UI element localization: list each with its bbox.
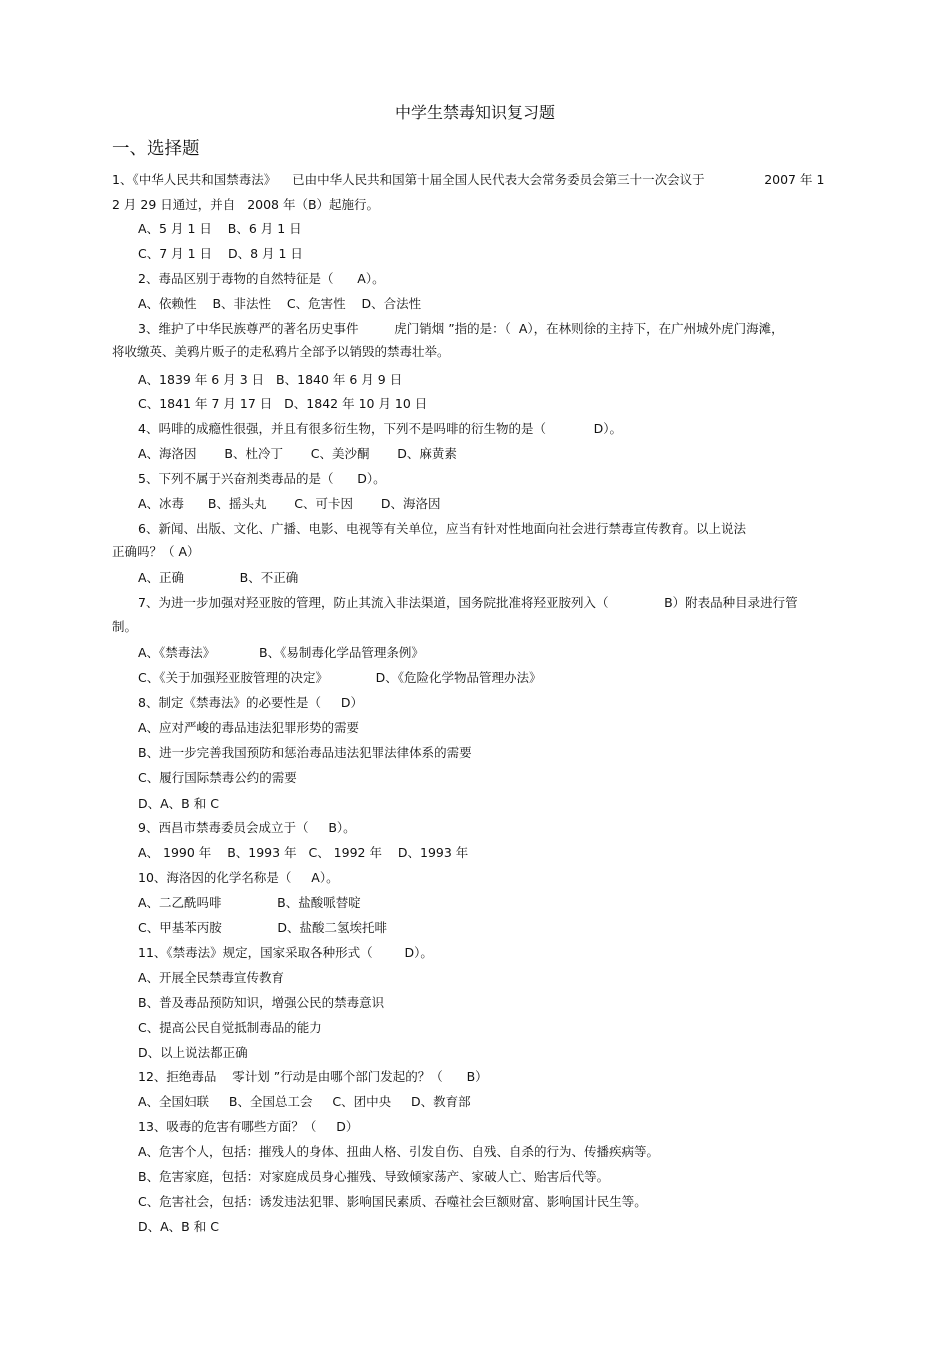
text-line: 5、下列不属于兴奋剂类毒品的是（ D）。 [138, 471, 386, 486]
text-line: 8、制定《禁毒法》的必要性是（ D） [138, 695, 363, 710]
text-line: 2、毒品区别于毒物的自然特征是（ A）。 [138, 271, 385, 286]
text-line: 6、新闻、出版、文化、广播、电影、电视等有关单位，应当有针对性地面向社会进行禁毒宣传教育。以上说法 [138, 521, 746, 536]
text-line: D、以上说法都正确 [138, 1045, 248, 1060]
text-line: D、A、B 和 C [138, 1219, 219, 1234]
text-line: A、二乙酰吗啡 B、盐酸哌替啶 [138, 895, 361, 910]
text-line: C、1841 年 7 月 17 日 D、1842 年 10 月 10 日 [138, 396, 428, 411]
text-line: A、依赖性 B、非法性 C、危害性 D、合法性 [138, 296, 422, 311]
text-line: C、7 月 1 日 D、8 月 1 日 [138, 246, 303, 261]
text-line: 制。 [112, 619, 138, 634]
text-line: 13、吸毒的危害有哪些方面？（ D） [138, 1119, 359, 1134]
text-line: 1、《中华人民共和国禁毒法》 已由中华人民共和国第十届全国人民代表大会常务委员会第三十一次会议于 2007 年 1 [112, 172, 825, 187]
section-heading: 一、选择题 [112, 139, 200, 159]
text-line: B、普及毒品预防知识，增强公民的禁毒意识 [138, 995, 385, 1010]
text-line: 2 月 29 日通过，并自 2008 年（B）起施行。 [112, 197, 380, 212]
text-line: 3、维护了中华民族尊严的著名历史事件 虎门销烟 ”指的是：（ A），在林则徐的主持下，在广州城外虎门海滩， [138, 321, 784, 336]
text-line: 将收缴英、美鸦片贩子的走私鸦片全部予以销毁的禁毒壮举。 [112, 344, 450, 359]
text-line: B、危害家庭，包括：对家庭成员身心摧残、导致倾家荡产、家破人亡、贻害后代等。 [138, 1169, 610, 1184]
text-line: C、履行国际禁毒公约的需要 [138, 770, 297, 785]
text-line: B、进一步完善我国预防和惩治毒品违法犯罪法律体系的需要 [138, 745, 472, 760]
text-line: A、 1990 年 B、1993 年 C、 1992 年 D、1993 年 [138, 845, 469, 860]
text-line: D、A、B 和 C [138, 796, 219, 811]
text-line: C、提高公民自觉抵制毒品的能力 [138, 1020, 322, 1035]
text-line: A、冰毒 B、摇头丸 C、可卡因 D、海洛因 [138, 496, 441, 511]
text-line: A、海洛因 B、杜冷丁 C、美沙酮 D、麻黄素 [138, 446, 457, 461]
text-line: C、危害社会，包括：诱发违法犯罪、影响国民素质、吞噬社会巨额财富、影响国计民生等。 [138, 1194, 647, 1209]
text-line: C、《关于加强羟亚胺管理的决定》 D、《危险化学物品管理办法》 [138, 670, 542, 685]
text-line: 4、吗啡的成瘾性很强，并且有很多衍生物，下列不是吗啡的衍生物的是（ D）。 [138, 421, 623, 436]
text-line: A、1839 年 6 月 3 日 B、1840 年 6 月 9 日 [138, 372, 403, 387]
text-line: A、5 月 1 日 B、6 月 1 日 [138, 221, 302, 236]
text-line: A、开展全民禁毒宣传教育 [138, 970, 285, 985]
text-line: 11、《禁毒法》规定，国家采取各种形式（ D）。 [138, 945, 433, 960]
text-line: 9、西昌市禁毒委员会成立于（ B）。 [138, 820, 356, 835]
text-line: 12、拒绝毒品 零计划 ”行动是由哪个部门发起的？（ B） [138, 1069, 488, 1084]
text-line: A、应对严峻的毒品违法犯罪形势的需要 [138, 720, 360, 735]
text-line: C、甲基苯丙胺 D、盐酸二氢埃托啡 [138, 920, 387, 935]
text-line: A、全国妇联 B、全国总工会 C、团中央 D、教育部 [138, 1094, 471, 1109]
text-line: 10、海洛因的化学名称是（ A）。 [138, 870, 339, 885]
text-line: A、正确 B、不正确 [138, 570, 299, 585]
text-line: 正确吗？（ A） [112, 544, 200, 559]
page-title: 中学生禁毒知识复习题 [394, 103, 555, 122]
text-line: A、危害个人，包括：摧残人的身体、扭曲人格、引发自伤、自残、自杀的行为、传播疾病等。 [138, 1144, 660, 1159]
text-line: 7、为进一步加强对羟亚胺的管理，防止其流入非法渠道，国务院批准将羟亚胺列入（ B）附表品种目录进行管 [138, 595, 798, 610]
text-line: A、《禁毒法》 B、《易制毒化学品管理条例》 [138, 645, 424, 660]
